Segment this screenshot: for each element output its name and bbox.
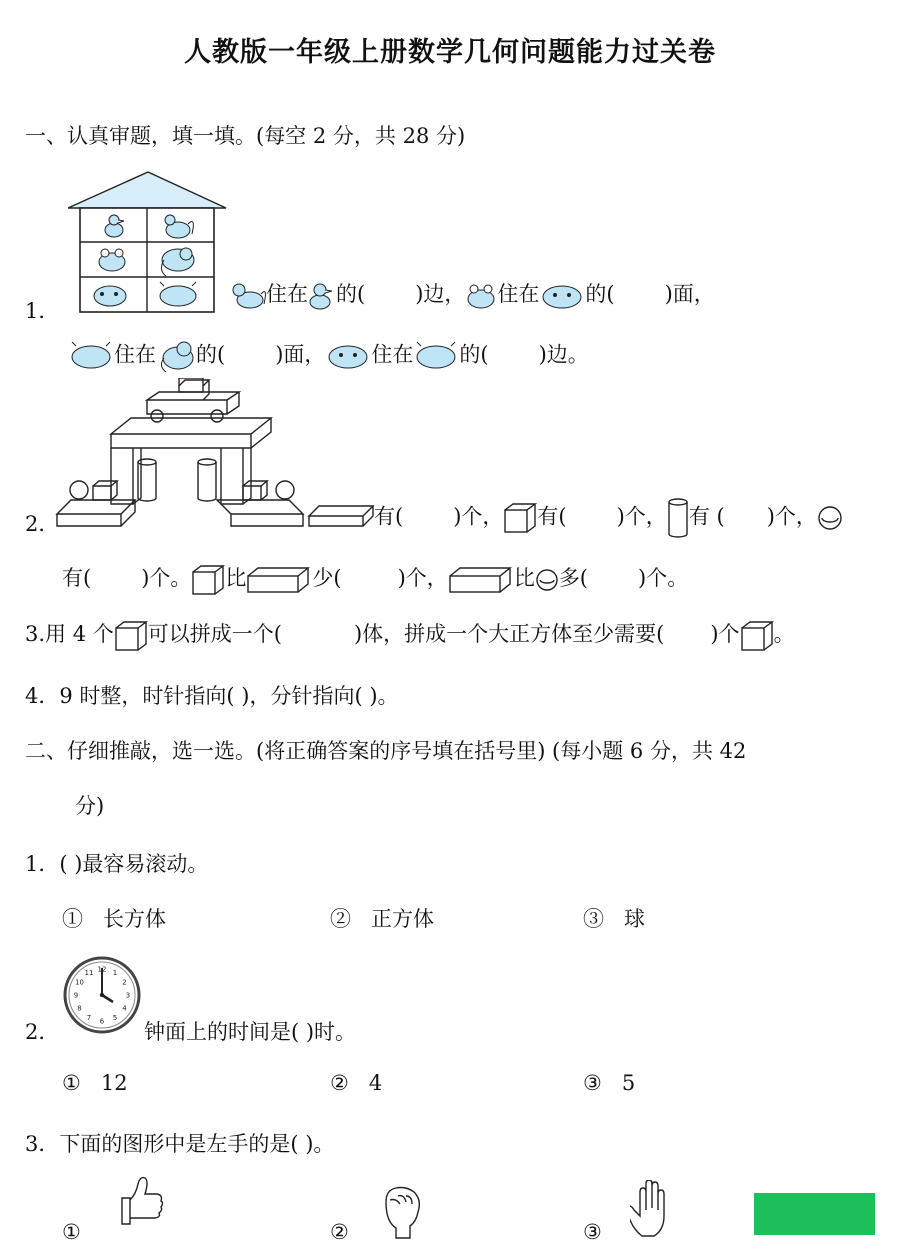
question-stem: ( )最容易滚动。 (59, 852, 209, 876)
text-big-cube: )体，拼成一个大正方体至少需要( (353, 622, 665, 646)
section-2-heading-cont: 分) (75, 794, 105, 818)
text-count: )个 (710, 622, 740, 646)
clock-numeral: 10 (75, 978, 84, 987)
text-face: )面， (275, 342, 326, 367)
cow-icon (413, 340, 459, 372)
cube-icon (191, 564, 225, 596)
question-1-3 (25, 618, 795, 658)
option-mark: ③ (583, 907, 604, 931)
question-2-2-stem: 钟面上的时间是( )时。 (144, 1020, 357, 1044)
text-has: 有( (537, 504, 567, 529)
option-2[interactable] (330, 1220, 349, 1244)
animal-house-picture (68, 170, 228, 315)
cuboid-icon (246, 566, 312, 594)
option-text: 12 (100, 1071, 128, 1095)
text-lives-at: 住在 (497, 282, 540, 306)
option-text: 5 (621, 1071, 636, 1095)
green-block (754, 1193, 875, 1235)
frog-icon (465, 281, 497, 311)
building-blocks-picture (55, 378, 375, 530)
text-face: )面， (664, 282, 715, 306)
clock-numeral: 7 (86, 1014, 92, 1022)
text-of: 的( (336, 282, 366, 306)
thumbs-up-hand-icon (112, 1172, 164, 1230)
clock-numeral: 3 (125, 991, 131, 1000)
option-mark: ① (62, 1071, 81, 1095)
text-than: 比 (225, 566, 247, 590)
text-of: 的( (196, 342, 226, 367)
elephant-icon (156, 338, 196, 374)
clock-numeral: 11 (84, 969, 94, 977)
question-1-1-line1 (230, 278, 715, 318)
rooster-icon (230, 280, 266, 312)
text-lives-at: 住在 (114, 342, 156, 367)
clock-numeral: 2 (122, 978, 127, 987)
text-period: 。 (773, 622, 795, 646)
option-text: 长方体 (103, 907, 167, 931)
pig-icon (539, 281, 585, 311)
option-mark: ② (330, 1220, 349, 1244)
option-mark: ① (62, 1220, 81, 1244)
question-number: 3． (25, 1132, 60, 1156)
question-1-2-line1 (374, 497, 843, 537)
open-palm-hand-icon (630, 1180, 674, 1242)
text-count: )个。 (638, 566, 689, 590)
option-1[interactable] (62, 903, 166, 933)
text-fewer: 少( (312, 566, 342, 590)
option-mark: ③ (583, 1220, 602, 1244)
text-count: )个。 (141, 566, 192, 590)
option-3[interactable] (583, 1071, 635, 1095)
sphere-icon (817, 505, 843, 531)
question-2-2-number: 2． (25, 1020, 60, 1044)
clock-numeral: 5 (112, 1014, 118, 1022)
cube-icon (740, 620, 774, 652)
text-count: )个， (616, 504, 667, 529)
text-has: 有( (62, 566, 92, 590)
clock-face (62, 955, 142, 1035)
text-has: 有( (374, 504, 404, 529)
cylinder-icon (667, 497, 689, 539)
fist-hand-icon (378, 1182, 426, 1240)
clock-numeral: 4 (122, 1004, 127, 1013)
option-mark: ① (62, 907, 83, 931)
question-1-1-number: 1． (25, 299, 60, 323)
option-1[interactable] (62, 1220, 81, 1244)
duck-icon (308, 280, 336, 312)
text-side: )边。 (538, 342, 589, 367)
question-1-2-line2 (62, 562, 688, 602)
question-number: 1． (25, 852, 60, 876)
text-more: 多( (558, 566, 589, 590)
question-1-4 (25, 680, 399, 710)
option-1[interactable] (62, 1071, 128, 1095)
text-lives-at: 住在 (371, 342, 414, 367)
option-mark: ③ (583, 1071, 602, 1095)
text-count: )个， (766, 504, 817, 529)
option-text: 球 (624, 907, 646, 931)
text-of: 的( (585, 282, 615, 306)
text-use-4: 用 4 个 (45, 622, 114, 646)
clock-numeral: 9 (73, 991, 79, 1000)
pig-icon (325, 341, 371, 371)
section-1-heading: 一、认真审题，填一填。(每空 2 分，共 28 分) (25, 124, 466, 148)
cuboid-icon (448, 566, 514, 594)
text-lives-at: 住在 (266, 282, 308, 306)
question-number: 4． (25, 684, 60, 708)
option-mark: ② (330, 1071, 349, 1095)
option-text: 4 (368, 1071, 383, 1095)
clock-numeral: 12 (97, 965, 107, 974)
option-2[interactable] (330, 1071, 382, 1095)
question-1-1-line2 (68, 338, 589, 378)
question-2-1 (25, 848, 208, 878)
question-text: 9 时整，时针指向( )，分针指向( )。 (59, 684, 399, 708)
text-than: 比 (513, 566, 535, 590)
text-side: )边， (415, 282, 466, 306)
cube-icon (503, 502, 537, 534)
page-title: 人教版一年级上册数学几何问题能力过关卷 (184, 37, 716, 68)
question-stem: 下面的图形中是左手的是( )。 (59, 1132, 335, 1156)
question-2-3 (25, 1128, 334, 1158)
question-1-2-number: 2． (25, 512, 60, 536)
question-number: 3. (25, 622, 46, 646)
clock-numeral: 6 (99, 1017, 105, 1026)
cube-icon (114, 620, 148, 652)
text-count: )个， (397, 566, 448, 590)
option-3[interactable] (583, 903, 645, 933)
clock-numeral: 8 (77, 1004, 82, 1013)
text-can-form: 可以拼成一个( (147, 622, 282, 646)
clock-numeral: 1 (112, 969, 118, 977)
text-of: 的( (459, 342, 489, 367)
cow-icon (68, 340, 114, 372)
option-mark: ② (330, 907, 351, 931)
option-text: 正方体 (371, 907, 435, 931)
sphere-icon (535, 568, 559, 592)
option-3[interactable] (583, 1220, 602, 1244)
text-has: 有 ( (688, 504, 725, 529)
section-2-heading: 二、仔细推敲，选一选。(将正确答案的序号填在括号里) (每小题 6 分，共 42 (25, 739, 747, 763)
text-count: )个， (453, 504, 504, 529)
option-2[interactable] (330, 903, 434, 933)
